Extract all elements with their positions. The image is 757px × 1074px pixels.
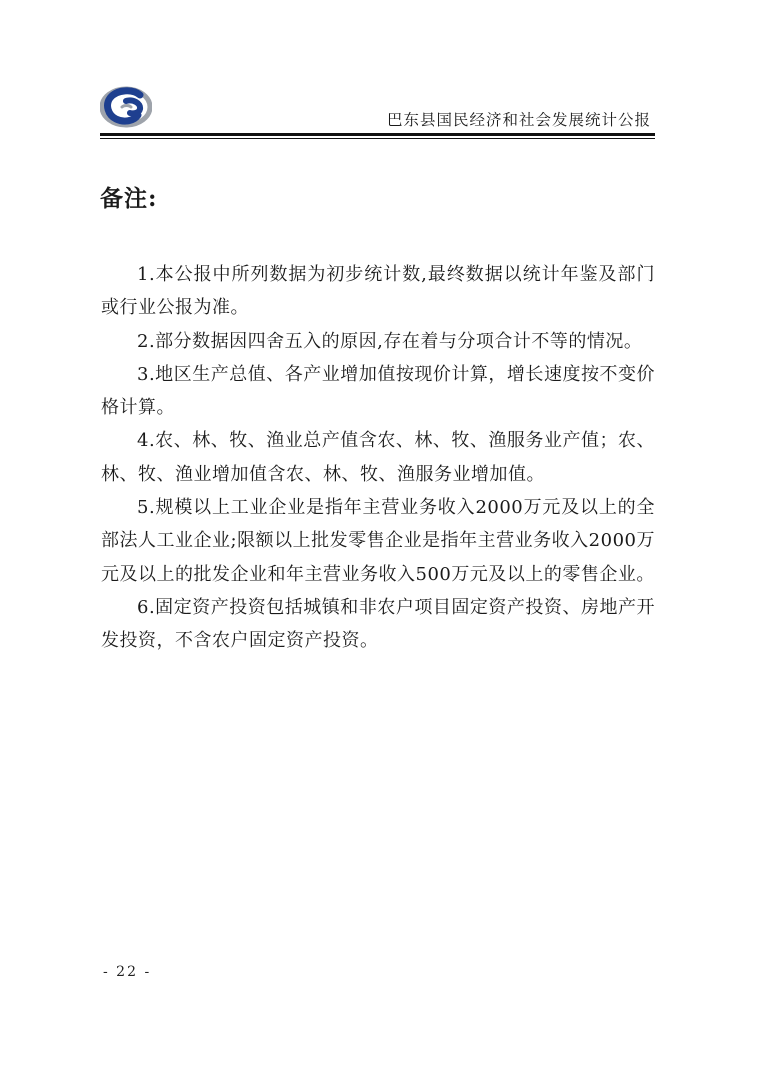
note-item: 2.部分数据因四舍五入的原因,存在着与分项合计不等的情况。: [137, 330, 643, 352]
note-item: 1.本公报中所列数据为初步统计数,最终数据以统计年鉴及部门或行业公报为准。: [101, 264, 655, 319]
header-rule-thick: [100, 133, 655, 136]
note-item: 4.农、林、牧、渔业总产值含农、林、牧、渔服务业产值；农、林、牧、渔业增加值含农、林、牧、渔服务业增加值。: [101, 430, 655, 485]
notes-heading: 备注:: [100, 185, 158, 212]
report-title: 巴东县国民经济和社会发展统计公报: [386, 111, 651, 129]
page-header: [100, 80, 655, 138]
statistics-logo-icon: [100, 86, 152, 128]
note-item: 5.规模以上工业企业是指年主营业务收入2000万元及以上的全部法人工业企业;限额以上批发零售企业是指年主营业务收入2000万元及以上的批发企业和年主营业务收入500万元及以上的零售企业。: [101, 497, 655, 585]
note-item: 6.固定资产投资包括城镇和非农户项目固定资产投资、房地产开发投资，不含农户固定资产投资。: [101, 596, 655, 652]
note-item: 3.地区生产总值、各产业增加值按现价计算，增长速度按不变价格计算。: [101, 363, 655, 419]
header-rule-thin: [100, 138, 655, 139]
page-number: - 22 -: [103, 964, 152, 980]
notes-list: [101, 258, 655, 658]
